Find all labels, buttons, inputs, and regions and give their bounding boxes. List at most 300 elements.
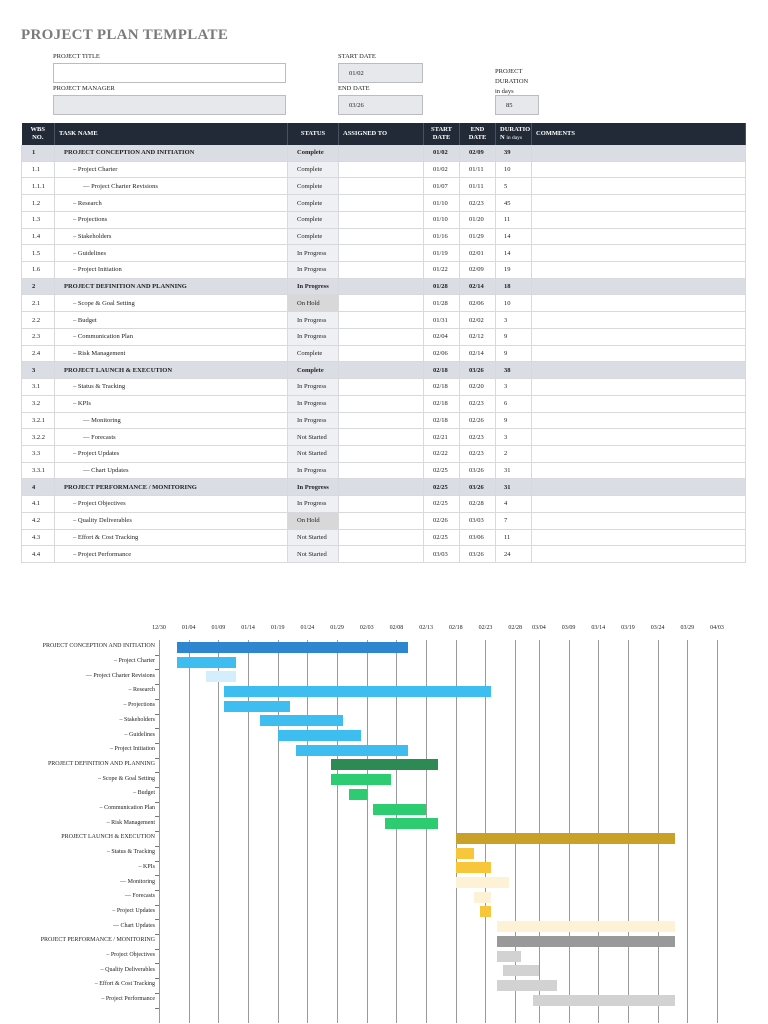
comments-cell[interactable] [532, 228, 746, 245]
x-tick-label: 02/28 [508, 625, 522, 631]
wbs-cell: 2.1 [22, 295, 55, 312]
wbs-cell: 3.2.2 [22, 429, 55, 446]
task-name-cell: – Project Initiation [55, 262, 288, 279]
col-header-start: START DATE [424, 123, 460, 145]
duration-label-line2: DURATION [495, 78, 529, 85]
wbs-cell: 1.6 [22, 262, 55, 279]
assigned-to-cell[interactable] [339, 445, 424, 462]
gantt-task-label: PROJECT LAUNCH & EXECUTION [61, 834, 155, 841]
task-row[interactable] [22, 228, 746, 245]
end-date-cell: 02/23 [460, 445, 496, 462]
y-tick [155, 861, 159, 862]
task-name-cell: – KPIs [55, 395, 288, 412]
status-cell: In Progress [288, 462, 339, 479]
task-row[interactable] [22, 445, 746, 462]
task-row[interactable] [22, 312, 746, 329]
assigned-to-cell[interactable] [339, 412, 424, 429]
gridline [248, 640, 249, 1023]
gantt-bar [497, 980, 556, 991]
task-name-cell: PROJECT DEFINITION AND PLANNING [55, 278, 288, 295]
task-row[interactable] [22, 178, 746, 195]
duration-cell: 3 [496, 312, 532, 329]
y-tick [155, 669, 159, 670]
start-date-cell: 01/28 [424, 278, 460, 295]
end-date-cell: 03/26 [460, 362, 496, 379]
status-cell: Not Started [288, 529, 339, 546]
gantt-task-label: – Stakeholders [119, 716, 155, 723]
task-row[interactable] [22, 262, 746, 279]
comments-cell[interactable] [532, 379, 746, 396]
col-header-end: END DATE [460, 123, 496, 145]
end-date-cell: 02/01 [460, 245, 496, 262]
gantt-task-label: – Research [128, 687, 155, 694]
task-name-cell: – Stakeholders [55, 228, 288, 245]
wbs-cell: 1.4 [22, 228, 55, 245]
col-header-duration: DURATIO N in days [496, 123, 532, 145]
duration-cell: 45 [496, 195, 532, 212]
gantt-task-label: – Guidelines [124, 731, 155, 738]
gantt-task-label: – Risk Management [106, 819, 155, 826]
gantt-bar [497, 951, 521, 962]
gridline [396, 640, 397, 1023]
task-name-cell: PROJECT CONCEPTION AND INITIATION [55, 145, 288, 161]
gantt-task-label: – Project Initiation [110, 746, 155, 753]
gantt-task-label: –– Monitoring [120, 878, 155, 885]
task-name-cell: – Research [55, 195, 288, 212]
assigned-to-cell[interactable] [339, 546, 424, 563]
comments-cell[interactable] [532, 496, 746, 513]
end-date-cell: 02/23 [460, 195, 496, 212]
gridline [307, 640, 308, 1023]
assigned-to-cell[interactable] [339, 379, 424, 396]
status-cell: Not Started [288, 445, 339, 462]
status-cell: Complete [288, 345, 339, 362]
status-cell: In Progress [288, 328, 339, 345]
status-cell: In Progress [288, 245, 339, 262]
y-tick [155, 728, 159, 729]
task-name-cell: – Project Updates [55, 445, 288, 462]
x-tick-label: 03/04 [532, 625, 546, 631]
y-tick [155, 802, 159, 803]
gridline [456, 640, 457, 1023]
gantt-bar [385, 818, 438, 829]
wbs-cell: 3.2 [22, 395, 55, 412]
gantt-bar [474, 892, 492, 903]
gantt-bar [456, 833, 676, 844]
comments-cell[interactable] [532, 245, 746, 262]
project-manager-label: PROJECT MANAGER [53, 85, 115, 92]
task-name-cell: – Status & Tracking [55, 379, 288, 396]
wbs-cell: 4 [22, 479, 55, 496]
col-header-task: TASK NAME [55, 123, 288, 145]
comments-cell[interactable] [532, 529, 746, 546]
status-cell: In Progress [288, 496, 339, 513]
y-tick [155, 699, 159, 700]
gantt-bar [497, 936, 675, 947]
comments-cell[interactable] [532, 262, 746, 279]
gantt-task-label: – Communication Plan [99, 805, 155, 812]
wbs-cell: 1 [22, 145, 55, 161]
project-manager-field[interactable] [53, 95, 286, 115]
y-tick [155, 684, 159, 685]
gantt-bar [373, 804, 426, 815]
wbs-cell: 1.1.1 [22, 178, 55, 195]
gantt-task-label: –– Chart Updates [113, 922, 155, 929]
start-date-cell: 02/26 [424, 512, 460, 529]
duration-cell: 6 [496, 395, 532, 412]
assigned-to-cell[interactable] [339, 328, 424, 345]
start-date-cell: 02/25 [424, 529, 460, 546]
duration-label-line3: in days [495, 88, 514, 95]
status-cell: In Progress [288, 278, 339, 295]
gantt-task-label: – Scope & Goal Setting [98, 775, 155, 782]
comments-cell[interactable] [532, 429, 746, 446]
start-date-cell: 01/10 [424, 211, 460, 228]
assigned-to-cell[interactable] [339, 312, 424, 329]
end-date-cell: 01/11 [460, 178, 496, 195]
duration-cell: 39 [496, 145, 532, 161]
duration-cell: 14 [496, 228, 532, 245]
duration-cell: 10 [496, 161, 532, 178]
task-row[interactable] [22, 195, 746, 212]
wbs-cell: 2.2 [22, 312, 55, 329]
comments-cell[interactable] [532, 412, 746, 429]
gantt-task-label: – Project Charter [114, 658, 155, 665]
start-date-cell: 01/19 [424, 245, 460, 262]
task-row[interactable] [22, 512, 746, 529]
start-date-cell: 02/25 [424, 496, 460, 513]
gantt-bar [177, 642, 409, 653]
gridline [628, 640, 629, 1023]
gantt-bar [456, 862, 492, 873]
wbs-cell: 2 [22, 278, 55, 295]
project-title-label: PROJECT TITLE [53, 53, 100, 60]
y-tick [155, 890, 159, 891]
comments-cell[interactable] [532, 512, 746, 529]
gridline [218, 640, 219, 1023]
duration-cell: 9 [496, 412, 532, 429]
assigned-to-cell[interactable] [339, 479, 424, 496]
start-date-cell: 01/28 [424, 295, 460, 312]
start-date-cell: 02/25 [424, 479, 460, 496]
task-name-cell: – Projections [55, 211, 288, 228]
start-date-cell: 02/25 [424, 462, 460, 479]
phase-row[interactable] [22, 145, 746, 161]
comments-cell[interactable] [532, 445, 746, 462]
y-tick [155, 963, 159, 964]
x-tick-label: 02/08 [389, 625, 404, 631]
end-date-cell: 02/20 [460, 379, 496, 396]
y-tick [155, 993, 159, 994]
task-name-cell: –– Monitoring [55, 412, 288, 429]
end-date-cell: 01/29 [460, 228, 496, 245]
wbs-cell: 2.4 [22, 345, 55, 362]
x-tick-label: 03/24 [650, 625, 665, 631]
task-row[interactable] [22, 412, 746, 429]
duration-cell: 11 [496, 211, 532, 228]
start-date-cell: 02/18 [424, 395, 460, 412]
gantt-task-label: – KPIs [138, 863, 155, 870]
assigned-to-cell[interactable] [339, 278, 424, 295]
gantt-bar [456, 848, 474, 859]
gridline [426, 640, 427, 1023]
comments-cell[interactable] [532, 195, 746, 212]
gantt-bar [278, 730, 361, 741]
assigned-to-cell[interactable] [339, 395, 424, 412]
duration-cell: 38 [496, 362, 532, 379]
duration-cell: 5 [496, 178, 532, 195]
start-date-cell: 01/07 [424, 178, 460, 195]
wbs-cell: 3 [22, 362, 55, 379]
assigned-to-cell[interactable] [339, 178, 424, 195]
gantt-task-label: –– Forecasts [124, 893, 155, 900]
assigned-to-cell[interactable] [339, 211, 424, 228]
gridline [658, 640, 659, 1023]
start-date-cell: 01/02 [424, 161, 460, 178]
comments-cell[interactable] [532, 278, 746, 295]
task-name-cell: PROJECT PERFORMANCE / MONITORING [55, 479, 288, 496]
task-row[interactable] [22, 496, 746, 513]
col-header-status: STATUS [288, 123, 339, 145]
x-tick-label: 01/24 [300, 625, 315, 631]
y-tick [155, 758, 159, 759]
wbs-cell: 2.3 [22, 328, 55, 345]
duration-cell: 3 [496, 379, 532, 396]
gridline [539, 640, 540, 1023]
col-header-assigned: ASSIGNED TO [339, 123, 424, 145]
duration-field: 85 [495, 95, 539, 115]
assigned-to-cell[interactable] [339, 429, 424, 446]
comments-cell[interactable] [532, 546, 746, 563]
gantt-bar [296, 745, 409, 756]
status-cell: Complete [288, 228, 339, 245]
duration-label [495, 67, 528, 97]
gridline [278, 640, 279, 1023]
status-cell: On Hold [288, 295, 339, 312]
duration-cell: 10 [496, 295, 532, 312]
x-tick-label: 04/03 [710, 625, 724, 631]
status-cell: Complete [288, 161, 339, 178]
gantt-chart [0, 615, 768, 1015]
gantt-bar [177, 657, 236, 668]
y-tick [155, 978, 159, 979]
start-date-cell: 01/31 [424, 312, 460, 329]
gantt-bar [224, 701, 289, 712]
status-cell: Complete [288, 195, 339, 212]
start-date-cell: 02/21 [424, 429, 460, 446]
assigned-to-cell[interactable] [339, 362, 424, 379]
end-date-cell: 03/26 [460, 479, 496, 496]
gantt-task-label: PROJECT PERFORMANCE / MONITORING [40, 937, 155, 944]
table-header-row [22, 123, 746, 145]
end-date-cell: 02/28 [460, 496, 496, 513]
task-row[interactable] [22, 211, 746, 228]
assigned-to-cell[interactable] [339, 295, 424, 312]
duration-cell: 31 [496, 479, 532, 496]
task-name-cell: – Communication Plan [55, 328, 288, 345]
task-name-cell: – Risk Management [55, 345, 288, 362]
comments-cell[interactable] [532, 345, 746, 362]
assigned-to-cell[interactable] [339, 145, 424, 161]
end-date-cell: 02/26 [460, 412, 496, 429]
end-date-cell: 02/02 [460, 312, 496, 329]
task-row[interactable] [22, 379, 746, 396]
task-name-cell: – Budget [55, 312, 288, 329]
start-date-cell: 02/18 [424, 379, 460, 396]
task-row[interactable] [22, 295, 746, 312]
gantt-task-label: –– Project Charter Revisions [85, 672, 155, 679]
gantt-bar [206, 671, 236, 682]
gridline [485, 640, 486, 1023]
x-tick-label: 03/14 [591, 625, 606, 631]
end-date-cell: 02/14 [460, 345, 496, 362]
gantt-bar [480, 906, 492, 917]
assigned-to-cell[interactable] [339, 345, 424, 362]
status-cell: Complete [288, 145, 339, 161]
start-date-cell: 02/22 [424, 445, 460, 462]
phase-row[interactable] [22, 479, 746, 496]
end-date-cell: 02/06 [460, 295, 496, 312]
task-row[interactable] [22, 429, 746, 446]
duration-sub-label: in days [506, 135, 523, 141]
wbs-cell: 4.4 [22, 546, 55, 563]
duration-label-line1: PROJECT [495, 68, 523, 75]
status-cell: On Hold [288, 512, 339, 529]
x-tick-label: 01/14 [241, 625, 255, 631]
gantt-task-label: PROJECT CONCEPTION AND INITIATION [42, 643, 155, 650]
duration-cell: 4 [496, 496, 532, 513]
end-date-cell: 02/12 [460, 328, 496, 345]
end-date-cell: 01/20 [460, 211, 496, 228]
task-row[interactable] [22, 395, 746, 412]
comments-cell[interactable] [532, 211, 746, 228]
duration-cell: 9 [496, 345, 532, 362]
assigned-to-cell[interactable] [339, 195, 424, 212]
gantt-bar [497, 921, 675, 932]
status-cell: In Progress [288, 379, 339, 396]
assigned-to-cell[interactable] [339, 512, 424, 529]
start-date-cell: 01/16 [424, 228, 460, 245]
y-tick [155, 714, 159, 715]
end-date-field[interactable]: 03/26 [338, 95, 423, 115]
assigned-to-cell[interactable] [339, 262, 424, 279]
end-date-cell: 01/11 [460, 161, 496, 178]
gridline [367, 640, 368, 1023]
project-title-field[interactable] [53, 63, 286, 83]
x-tick-label: 02/03 [359, 625, 374, 631]
wbs-cell: 3.3.1 [22, 462, 55, 479]
x-tick-label: 02/23 [478, 625, 493, 631]
assigned-to-cell[interactable] [339, 496, 424, 513]
start-date-cell: 02/06 [424, 345, 460, 362]
assigned-to-cell[interactable] [339, 161, 424, 178]
start-date-label: START DATE [338, 53, 376, 60]
task-row[interactable] [22, 546, 746, 563]
comments-cell[interactable] [532, 328, 746, 345]
gantt-task-label: – Status & Tracking [106, 849, 155, 856]
assigned-to-cell[interactable] [339, 462, 424, 479]
gantt-bar [533, 995, 675, 1006]
gridline [717, 640, 718, 1023]
duration-cell: 14 [496, 245, 532, 262]
x-tick-label: 03/29 [680, 625, 695, 631]
y-tick [155, 655, 159, 656]
status-cell: In Progress [288, 262, 339, 279]
start-date-cell: 01/22 [424, 262, 460, 279]
gantt-bar [331, 759, 438, 770]
task-row[interactable] [22, 245, 746, 262]
comments-cell[interactable] [532, 395, 746, 412]
comments-cell[interactable] [532, 312, 746, 329]
assigned-to-cell[interactable] [339, 245, 424, 262]
end-date-cell: 03/06 [460, 529, 496, 546]
y-tick [155, 831, 159, 832]
x-tick-label: 01/29 [330, 625, 344, 631]
start-date-cell: 01/02 [424, 145, 460, 161]
start-date-cell: 02/04 [424, 328, 460, 345]
end-date-cell: 03/26 [460, 462, 496, 479]
comments-cell[interactable] [532, 161, 746, 178]
task-row[interactable] [22, 161, 746, 178]
wbs-cell: 1.1 [22, 161, 55, 178]
assigned-to-cell[interactable] [339, 228, 424, 245]
gantt-task-label: PROJECT DEFINITION AND PLANNING [47, 760, 155, 767]
comments-cell[interactable] [532, 479, 746, 496]
task-row[interactable] [22, 328, 746, 345]
comments-cell[interactable] [532, 145, 746, 161]
phase-row[interactable] [22, 362, 746, 379]
start-date-field[interactable]: 01/02 [338, 63, 423, 83]
task-name-cell: – Guidelines [55, 245, 288, 262]
task-name-cell: – Project Charter [55, 161, 288, 178]
phase-row[interactable] [22, 278, 746, 295]
status-cell: Complete [288, 178, 339, 195]
start-date-cell: 01/10 [424, 195, 460, 212]
y-tick [155, 787, 159, 788]
task-row[interactable] [22, 345, 746, 362]
x-tick-label: 02/18 [448, 625, 463, 631]
gantt-task-label: – Quality Deliverables [100, 966, 155, 973]
assigned-to-cell[interactable] [339, 529, 424, 546]
task-row[interactable] [22, 462, 746, 479]
page-title: PROJECT PLAN TEMPLATE [21, 27, 229, 43]
gridline [337, 640, 338, 1023]
duration-cell: 2 [496, 445, 532, 462]
wbs-cell: 4.1 [22, 496, 55, 513]
comments-cell[interactable] [532, 178, 746, 195]
task-row[interactable] [22, 529, 746, 546]
y-tick [155, 743, 159, 744]
y-tick [155, 846, 159, 847]
comments-cell[interactable] [532, 362, 746, 379]
x-tick-label: 03/19 [621, 625, 635, 631]
y-tick [155, 772, 159, 773]
status-cell: In Progress [288, 312, 339, 329]
end-date-cell: 03/26 [460, 546, 496, 563]
gantt-bar [260, 715, 343, 726]
gantt-bar [456, 877, 509, 888]
x-tick-label: 02/13 [419, 625, 433, 631]
comments-cell[interactable] [532, 462, 746, 479]
comments-cell[interactable] [532, 295, 746, 312]
status-cell: Complete [288, 211, 339, 228]
y-tick [155, 816, 159, 817]
task-name-cell: –– Project Charter Revisions [55, 178, 288, 195]
duration-cell: 24 [496, 546, 532, 563]
status-cell: In Progress [288, 395, 339, 412]
end-date-cell: 02/09 [460, 145, 496, 161]
wbs-cell: 3.2.1 [22, 412, 55, 429]
